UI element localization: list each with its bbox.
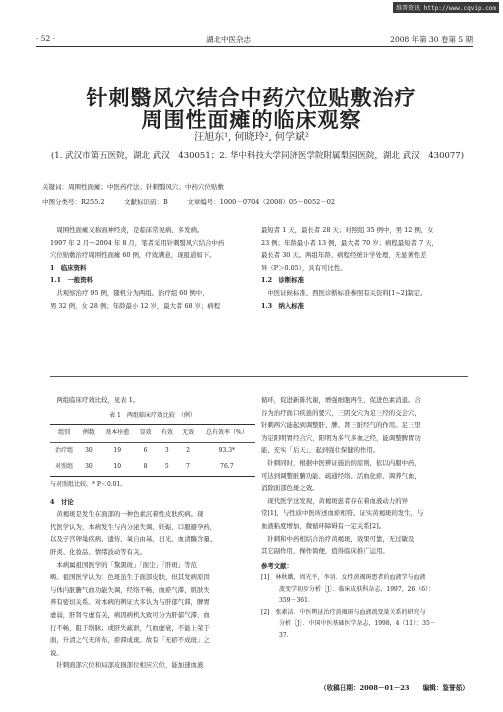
paragraph-line: 能，充实「后天」，起到强壮保健的作用。 <box>261 446 380 455</box>
table-cell: 93.3* <box>218 446 236 454</box>
table-cell: 30 <box>85 463 93 471</box>
intro-line: 周围性面瘫又称面神经炎，是临床常见病、多发病。 <box>56 226 204 234</box>
efficacy-table <box>50 424 255 477</box>
paragraph-line: 肝炎、化妆品、情绪波动等有关。 <box>50 547 146 556</box>
title-line-2: 周围性面瘫的临床观察 <box>141 107 362 132</box>
reference-line: [1] 林秋娥，周光平，李羽．女性黄褐斑患者的血液学与血液 <box>261 574 426 582</box>
paragraph-line: 共观察治疗 95 例，随机分为两组。治疗组 60 例中， <box>56 288 209 297</box>
paragraph-line: 其它副作用，操作简便，值得临床推广运用。 <box>261 547 389 556</box>
table-cell: 3 <box>164 446 169 454</box>
table-header: 基本痊愈 <box>105 429 130 437</box>
paragraph-line: 行不畅，阻于络脉；或肝失疏泄，气血虚衰，不能上荣于 <box>50 623 210 632</box>
paragraph-line: 为足阳明胃经合穴，阳明为多气多血之经，能调整脾胃功 <box>261 433 421 442</box>
table-header: 组别 <box>58 429 71 437</box>
paragraph-line: 针刺两穴能起到调整肝、脾、肾三脏经气的作用。足三里 <box>261 421 421 430</box>
table-cell: 对照组 <box>55 463 74 471</box>
paragraph-line: 23 例；年龄最小者 13 例，最大者 70 岁；病程最短者 7 天， <box>261 238 438 247</box>
paragraph-line: 循环，促进新陈代谢，增强细胞再生，促进色素消退。合 <box>261 396 421 404</box>
table-cell: 5 <box>164 463 169 471</box>
subsection-heading: 1.3 纳入标准 <box>261 301 305 310</box>
paragraph-line: 谷为治疗面口疾患的要穴，三阴交穴为足三经的交会穴， <box>261 408 421 417</box>
subsection-heading: 1.2 诊断标准 <box>261 276 305 285</box>
table-caption: 表 1 两组临床疗效比较 （例） <box>109 411 196 419</box>
table-header: 有效 <box>160 429 173 437</box>
table-cell: 6 <box>143 446 148 454</box>
table-cell: 7 <box>186 463 190 471</box>
paragraph-line: 代医学认为，本病发生与内分泌失调、妊娠、口服避孕药， <box>50 522 217 531</box>
paragraph-line: 异（P＞0.05），具有可比性。 <box>261 263 347 272</box>
table-cell: 30 <box>85 446 93 454</box>
table-intro: 两组临床疗效比较，见表 1。 <box>56 396 140 404</box>
affiliation: (1. 武汉市第五医院，湖北 武汉 430051；2. 华中科技大学同济医学院附属梨园医院，湖北 武汉 430077) <box>50 151 465 161</box>
watermark: 维普资讯 http://www.cqvip.com <box>393 2 499 13</box>
table-header: 例数 <box>82 429 95 437</box>
reference-line: [2] 张素洁．中医辨证治疗黄褐斑与血液流变量关系的研究与 <box>261 608 426 616</box>
table-header-row <box>50 425 255 443</box>
paragraph-line: 消除面部色斑之效。 <box>261 484 319 493</box>
title-line-1: 针刺翳风穴结合中药穴位贴敷治疗 <box>86 85 417 110</box>
running-header <box>36 32 473 47</box>
paragraph-line: 畴。祖国医学认为：色斑虽生于面部皮肤，但其发病原因 <box>50 573 210 582</box>
paragraph-line: 针刺和中药相结合治疗黄褐斑，效果可靠，无过敏及 <box>267 534 415 543</box>
table-cell: 治疗组 <box>55 446 74 454</box>
references-heading: 参考文献： <box>261 561 293 570</box>
table-row <box>50 442 255 459</box>
paragraph-line: 血液粘度增加，微循环障碍有一定关系[2]。 <box>261 521 386 530</box>
upper-left-column <box>50 224 255 312</box>
paragraph-line: 与体内脏腑气血功能失调，经络不畅，血瘀气滞，肌肤失 <box>50 585 210 594</box>
paragraph-line: 说。 <box>50 648 63 657</box>
paragraph-line: 最短者 1 天，最长者 28 天；对照组 35 例中，男 12 例，女 <box>261 226 434 234</box>
received-date: （收稿日期：2008－01－23 编辑：鉴誉茹） <box>320 684 469 692</box>
intro-line: 1997 年 2 月～2004 年 8 月，笔者采用针刺翳风穴结合中药 <box>50 238 225 247</box>
paragraph-line: 针刺面部穴位和局部皮损部位相应穴位，能加速血液 <box>56 661 204 670</box>
reference-line: 37． <box>261 631 293 639</box>
table-cell: 2 <box>186 446 190 454</box>
lower-right-column <box>261 394 468 641</box>
journal-name: 湖北中医杂志 <box>206 35 251 44</box>
table-cell: 19 <box>113 446 122 454</box>
upper-right-column <box>261 224 468 312</box>
paragraph-line: 面，升清之气无所布，瘀滞成斑。故有「无瘀不成斑」之 <box>50 636 210 645</box>
issue-info: 2008 年第 30 卷第 5 期 <box>390 35 473 44</box>
page-number: · 52 · <box>36 34 56 43</box>
table-note: 与对照组比较，* P＜0.01。 <box>50 480 127 488</box>
paragraph-line: 常[1]，与性质中医所述血瘀相符。证实黄褐斑的发生，与 <box>261 509 424 518</box>
intro-line: 穴位贴敷治疗周围性面瘫 60 例，疗效满意，现报道如下。 <box>50 251 216 260</box>
section-heading: 1 临床资料 <box>50 263 87 272</box>
paragraph-line: 最长者 30 天。两组年龄、病程经统计学处理，无显著性差 <box>261 251 427 260</box>
table-row <box>50 459 255 476</box>
paragraph-line: 养有密切关系。对本病的辨证大多认为与肝郁气滞，脾胃 <box>50 598 210 607</box>
table-header: 总有效率（%） <box>206 429 248 437</box>
table-cell: 10 <box>113 463 122 471</box>
paragraph-line: 针刺同时，根据中医辨证施治的原则，依以内服中药， <box>267 458 421 467</box>
reference-line: 359－361． <box>261 597 314 605</box>
reference-line: 流变学初步分析［J］．临床皮肤科杂志，1997，26（6）： <box>261 585 435 593</box>
table-header: 显效 <box>139 429 152 437</box>
paragraph-line: 现代医学这发现，黄褐斑患者存在着血液动力的异 <box>267 496 408 505</box>
table-header: 无效 <box>182 429 195 437</box>
section-divider <box>50 376 468 377</box>
keywords: 关键词：周围性面瘫；中医药疗法；针刺翳风穴；中药穴位贴敷 <box>42 183 224 191</box>
references-list <box>261 572 468 641</box>
section-heading: 4 讨论 <box>50 497 74 506</box>
paragraph-line: 虚弱，肝肾亏虚有关，病因病机大致可分为肝郁气滞、血 <box>50 610 210 619</box>
paragraph-line: 可达到调整脏腑功能、疏通经络、活血化瘀、调养气血， <box>261 471 421 480</box>
authors: 汪旭东¹, 何晓玲², 何学斌² <box>194 132 309 143</box>
classification-info: 中图分类号：R255.2 文献标识码：B 文章编号：1000－0704（2008）05－0052－02 <box>42 198 335 206</box>
subsection-heading: 1.1 一般资料 <box>50 276 94 285</box>
table-cell: 8 <box>143 463 148 471</box>
paragraph-line: 本病属祖国医学的「黧黑斑」「面尘」「肝斑」等范 <box>56 560 197 569</box>
paragraph-line: 男 32 例，女 28 例；年龄最小 12 岁，最大者 68 岁；病程 <box>50 301 221 310</box>
paragraph-line: 黄褐斑是发生在面部的一种色素沉着性皮肤疾病。现 <box>56 510 204 519</box>
table-cell: 76.7 <box>220 463 234 471</box>
reference-line: 分析［J］．中国中医基础医学杂志，1998，4（11）：35－ <box>261 620 436 628</box>
paragraph-line: 中医证候标准、西医诊断标准参照有关资料[1~2]制定。 <box>267 288 427 297</box>
lower-left-column <box>50 394 255 672</box>
paragraph-line: 以及子宫卵巢疾病、遗传、氧自由基、日光、血清酶含量、 <box>50 535 217 544</box>
